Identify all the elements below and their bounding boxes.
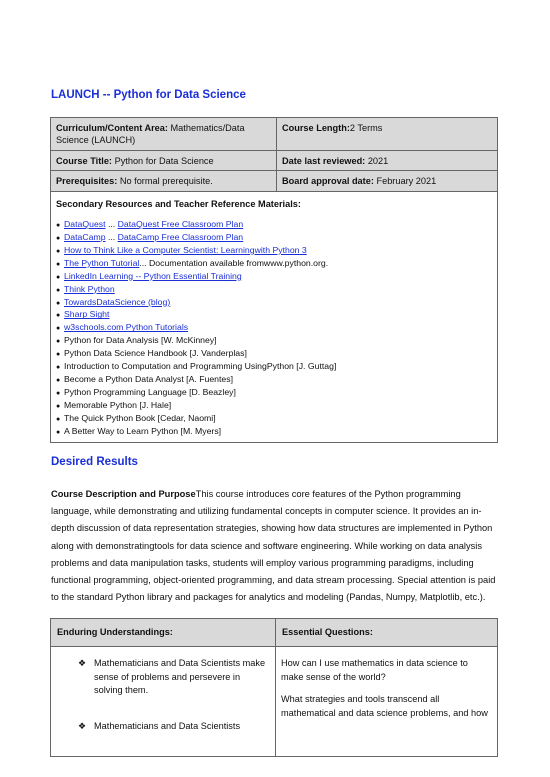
bullet-icon: ● xyxy=(56,222,61,230)
bullet-icon: ● xyxy=(56,312,61,320)
bullet-icon: ● xyxy=(56,364,61,372)
info-row-curriculum xyxy=(51,118,498,151)
resources-cell xyxy=(51,191,498,442)
resource-item xyxy=(56,271,492,284)
resource-item xyxy=(56,219,492,232)
curriculum-cell xyxy=(51,118,277,151)
prerequisites-value: No formal prerequisite. xyxy=(119,176,213,187)
resource-text: Python Data Science Handbook [J. Vanderplas] xyxy=(64,348,247,359)
resource-separator: ... xyxy=(105,219,118,230)
course-title-label: Course Title: xyxy=(56,155,112,166)
resource-item xyxy=(56,335,492,348)
prerequisites-label: Prerequisites: xyxy=(56,176,118,187)
resource-link[interactable]: Sharp Sight xyxy=(64,309,110,320)
understandings-table xyxy=(50,618,498,757)
resource-link-secondary[interactable]: DataQuest Free Classroom Plan xyxy=(117,219,244,230)
course-length-value: 2 Terms xyxy=(349,123,383,133)
resource-item xyxy=(56,374,492,387)
enduring-understanding-text: Mathematicians and Data Scientists make sense of problems and persevere in solving them. xyxy=(94,658,266,696)
essential-questions-header: Essential Questions: xyxy=(276,619,498,647)
enduring-understanding-item xyxy=(56,657,270,698)
resource-separator: ... xyxy=(105,232,118,243)
course-title-cell xyxy=(51,150,277,170)
bullet-icon: ● xyxy=(56,299,61,307)
document-title: LAUNCH -- Python for Data Science xyxy=(51,89,246,101)
enduring-understandings-header: Enduring Understandings: xyxy=(51,619,276,647)
curriculum-value: Mathematics/Data Science (LAUNCH) xyxy=(56,123,245,146)
bullet-icon: ● xyxy=(56,247,61,255)
resource-text: ... Documentation available fromwww.python.org. xyxy=(139,257,329,268)
resource-link-secondary[interactable]: DataCamp Free Classroom Plan xyxy=(117,232,244,243)
resource-link[interactable]: DataCamp xyxy=(64,232,106,243)
curriculum-label: Curriculum/Content Area: xyxy=(56,123,168,133)
resource-text: Introduction to Computation and Programming UsingPython [J. Guttag] xyxy=(64,361,337,372)
board-approval-cell xyxy=(277,171,498,191)
resource-item xyxy=(56,361,492,374)
resource-item xyxy=(56,426,492,439)
course-description-text: This course introduces core features of the Python programming language, while demonstrating and utilizing fundamental concepts in computer science. It provides an in-depth discussion of data representation strategies, showing how data structures are implemented in Python along with demonstratingtools for data science and software engineering. While working on data analysis problems and data manipulation tasks, students will employ various programming paradigms, including functional programming, object-oriented programming, and data stream processing. Special attention is paid to the standard Python library and packages for analytics and modeling (Pandas, Numpy, Matplotlib, etc.). xyxy=(51,489,496,603)
resource-link[interactable]: DataQuest xyxy=(64,219,106,230)
resource-item xyxy=(56,245,492,258)
course-description-label: Course Description and Purpose xyxy=(51,489,196,499)
board-approval-label: Board approval date: xyxy=(282,176,374,187)
bullet-icon: ● xyxy=(56,402,61,410)
resource-text: Python Programming Language [D. Beazley] xyxy=(64,386,236,397)
bullet-icon: ● xyxy=(56,260,61,268)
resource-item xyxy=(56,348,492,361)
enduring-understanding-text: Mathematicians and Data Scientists xyxy=(94,720,241,731)
resource-text: The Quick Python Book [Cedar, Naomi] xyxy=(64,412,216,423)
course-info-table xyxy=(50,117,498,443)
resource-item xyxy=(56,400,492,413)
course-length-label: Course Length: xyxy=(282,123,350,133)
resource-text: Python for Data Analysis [W. McKinney] xyxy=(64,335,217,346)
enduring-understandings-cell xyxy=(51,647,276,757)
bullet-icon: ● xyxy=(56,351,61,359)
resource-item xyxy=(56,232,492,245)
resource-link[interactable]: Think Python xyxy=(64,283,115,294)
desired-results-heading: Desired Results xyxy=(51,456,138,468)
enduring-understanding-item xyxy=(56,720,270,734)
enduring-understandings-list xyxy=(56,657,270,733)
course-description xyxy=(51,486,499,606)
bullet-icon: ● xyxy=(56,273,61,281)
resource-text: A Better Way to Learn Python [M. Myers] xyxy=(64,425,222,436)
resource-item xyxy=(56,387,492,400)
date-reviewed-value: 2021 xyxy=(367,155,389,166)
date-reviewed-cell xyxy=(277,150,498,170)
info-row-title xyxy=(51,150,498,170)
resource-item xyxy=(56,297,492,310)
bullet-icon: ● xyxy=(56,235,61,243)
resource-item xyxy=(56,258,492,271)
essential-questions-cell xyxy=(276,647,498,757)
bullet-icon: ● xyxy=(56,415,61,423)
resource-link[interactable]: How to Think Like a Computer Scientist: Learningwith Python 3 xyxy=(64,244,307,255)
resource-item xyxy=(56,284,492,297)
bullet-icon: ● xyxy=(56,376,61,384)
diamond-bullet-icon: ❖ xyxy=(78,720,87,731)
resource-link[interactable]: LinkedIn Learning -- Python Essential Training xyxy=(64,270,242,281)
date-reviewed-label: Date last reviewed: xyxy=(282,155,366,166)
bullet-icon: ● xyxy=(56,389,61,397)
bullet-icon: ● xyxy=(56,338,61,346)
resource-link[interactable]: w3schools.com Python Tutorials xyxy=(64,322,189,333)
resource-item xyxy=(56,322,492,335)
resource-text: Become a Python Data Analyst [A. Fuentes] xyxy=(64,373,234,384)
board-approval-value: February 2021 xyxy=(376,176,437,187)
bullet-icon: ● xyxy=(56,325,61,333)
info-row-prereq xyxy=(51,171,498,191)
resource-text: Memorable Python [J. Hale] xyxy=(64,399,172,410)
course-title-value: Python for Data Science xyxy=(114,155,214,166)
resource-link[interactable]: The Python Tutorial xyxy=(64,257,140,268)
resources-heading: Secondary Resources and Teacher Reference Materials: xyxy=(56,198,301,209)
understandings-header-row xyxy=(51,619,498,647)
resource-item xyxy=(56,309,492,322)
diamond-bullet-icon: ❖ xyxy=(78,658,87,669)
info-row-resources xyxy=(51,191,498,442)
understandings-body-row xyxy=(51,647,498,757)
essential-question: How can I use mathematics in data science to make sense of the world? xyxy=(281,658,468,682)
resource-link[interactable]: TowardsDataScience (blog) xyxy=(64,296,171,307)
prerequisites-cell xyxy=(51,171,277,191)
bullet-icon: ● xyxy=(56,428,61,436)
course-length-cell xyxy=(277,118,498,151)
resources-list xyxy=(56,219,492,438)
bullet-icon: ● xyxy=(56,286,61,294)
essential-question: What strategies and tools transcend all mathematical and data science problems, and how xyxy=(281,694,488,718)
resource-item xyxy=(56,413,492,426)
